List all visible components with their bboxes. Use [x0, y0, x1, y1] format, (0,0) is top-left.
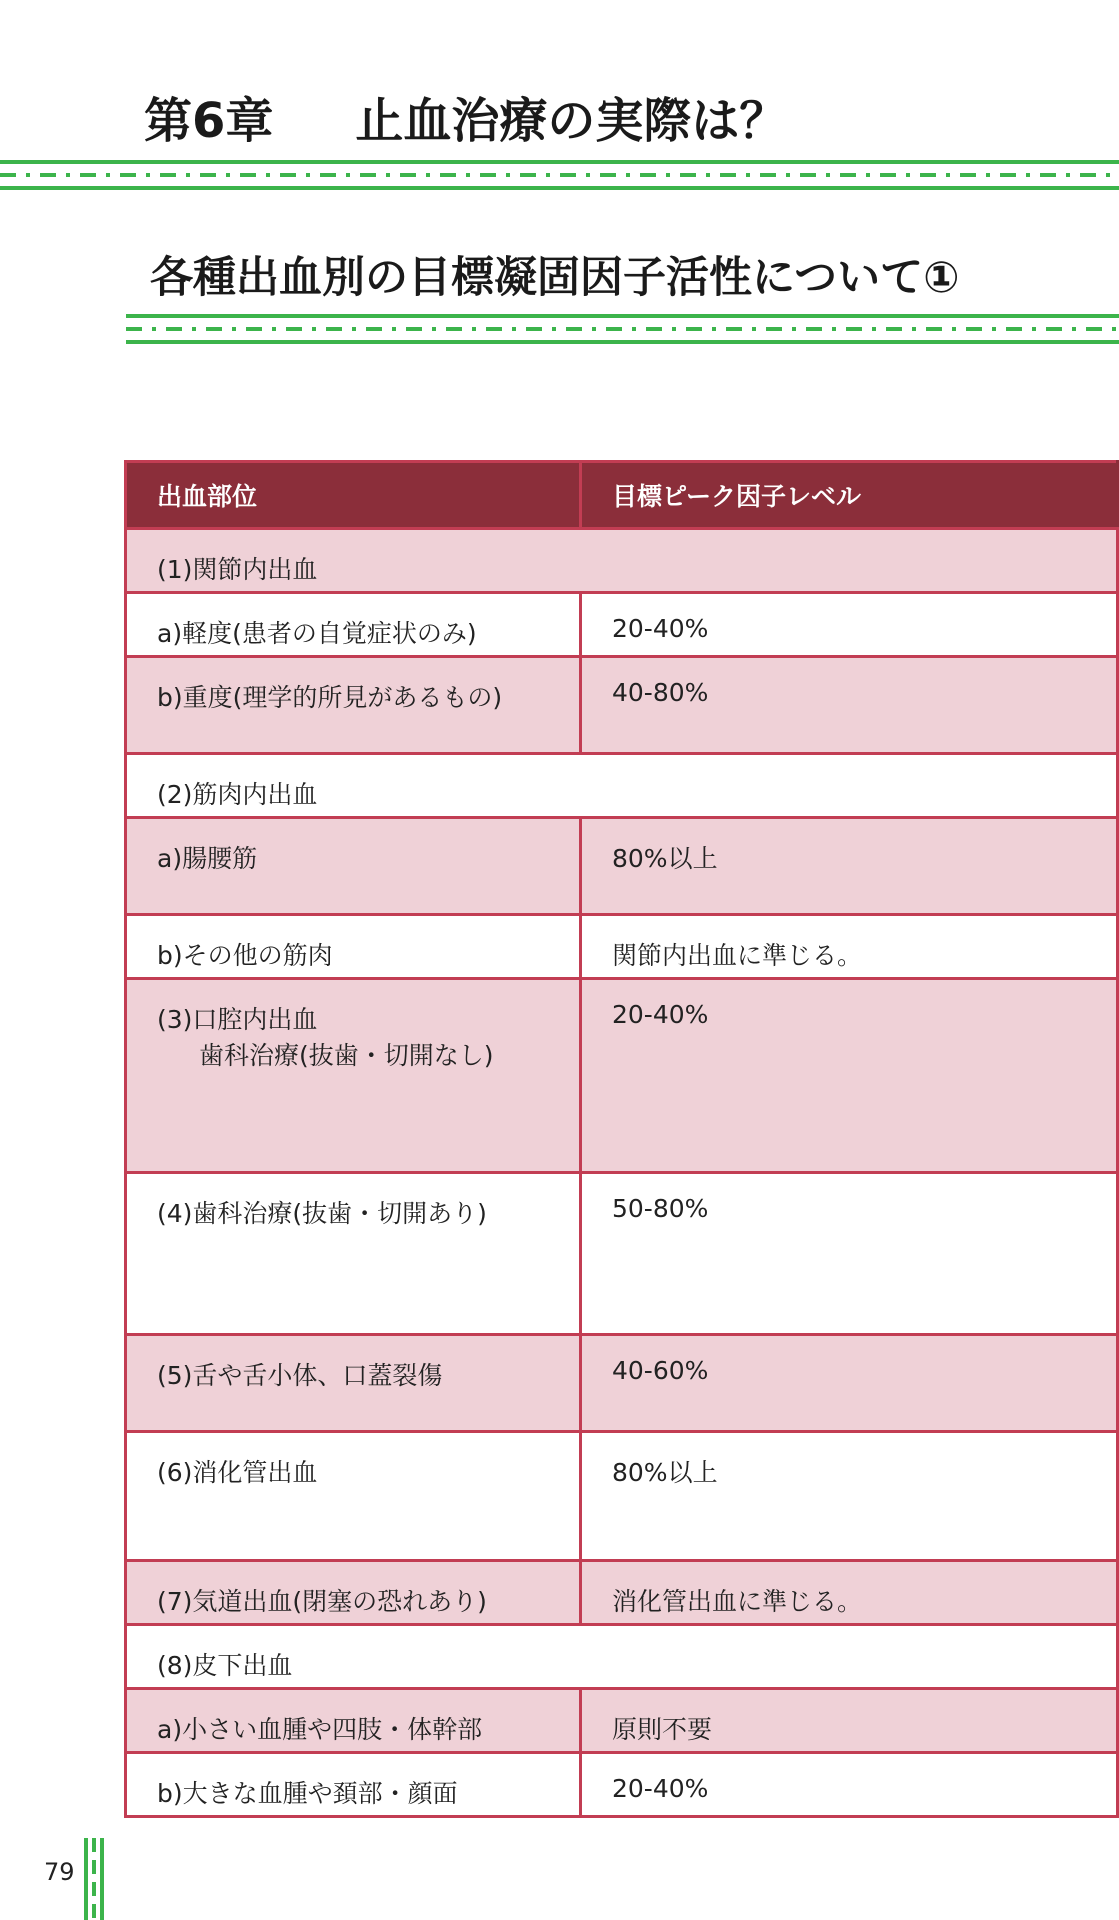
- chapter-title: 止血治療の実際は？: [355, 93, 788, 149]
- table-row: [126, 754, 1118, 818]
- row-site: (5)舌や舌小体、口蓋裂傷: [126, 1335, 581, 1432]
- row-level: 消化管出血に準じる。: [581, 1561, 1118, 1625]
- row-level: 40-60%: [581, 1335, 1118, 1432]
- table-row: [126, 593, 1118, 657]
- row-site: b)その他の筋肉: [126, 915, 581, 979]
- row-level: 20-40%: [581, 1753, 1118, 1817]
- row-site: a)軽度(患者の自覚症状のみ): [126, 593, 581, 657]
- table-row: [126, 818, 1118, 915]
- table-row: [126, 1689, 1118, 1753]
- table-row: [126, 529, 1118, 593]
- row-site: a)腸腰筋: [126, 818, 581, 915]
- row-site: b)重度(理学的所見があるもの): [126, 657, 581, 754]
- row-level: 80%以上: [581, 818, 1118, 915]
- row-level: 50-80%: [581, 1173, 1118, 1335]
- section-title: 各種出血別の目標凝固因子活性について①: [150, 253, 960, 303]
- row-site: (6)消化管出血: [126, 1432, 581, 1561]
- row-level: 20-40%: [581, 979, 1118, 1173]
- table-row: [126, 1432, 1118, 1561]
- table-row: [126, 1173, 1118, 1335]
- target-factor-table: [124, 460, 1119, 1818]
- row-section-label: (1)関節内出血: [126, 529, 1118, 593]
- row-level: 20-40%: [581, 593, 1118, 657]
- chapter-heading: [144, 82, 787, 151]
- row-level: 関節内出血に準じる。: [581, 915, 1118, 979]
- header-target-level: 目標ピーク因子レベル: [581, 462, 1118, 529]
- row-site-main: (3)口腔内出血: [157, 1005, 318, 1034]
- row-site: b)大きな血腫や頚部・顔面: [126, 1753, 581, 1817]
- table-row: [126, 1625, 1118, 1689]
- row-level: 原則不要: [581, 1689, 1118, 1753]
- table-row: [126, 1753, 1118, 1817]
- row-level: 80%以上: [581, 1432, 1118, 1561]
- chapter-divider: [0, 160, 1119, 190]
- row-site-sub: 歯科治療(抜歯・切開なし): [199, 1041, 494, 1070]
- table-row: [126, 915, 1118, 979]
- header-bleeding-site: 出血部位: [126, 462, 581, 529]
- row-section-label: (8)皮下出血: [126, 1625, 1118, 1689]
- row-site: [126, 979, 581, 1173]
- table-row: [126, 1561, 1118, 1625]
- page-number: 79: [44, 1858, 75, 1886]
- row-site: (7)気道出血(閉塞の恐れあり): [126, 1561, 581, 1625]
- row-level: 40-80%: [581, 657, 1118, 754]
- table-row: [126, 979, 1118, 1173]
- section-divider: [126, 314, 1119, 344]
- chapter-label: 第6章: [144, 93, 274, 149]
- row-site: (4)歯科治療(抜歯・切開あり): [126, 1173, 581, 1335]
- row-section-label: (2)筋肉内出血: [126, 754, 1118, 818]
- row-site: a)小さい血腫や四肢・体幹部: [126, 1689, 581, 1753]
- table-row: [126, 1335, 1118, 1432]
- page-marker-bar: [84, 1838, 104, 1920]
- table-header-row: [126, 462, 1118, 529]
- table-row: [126, 657, 1118, 754]
